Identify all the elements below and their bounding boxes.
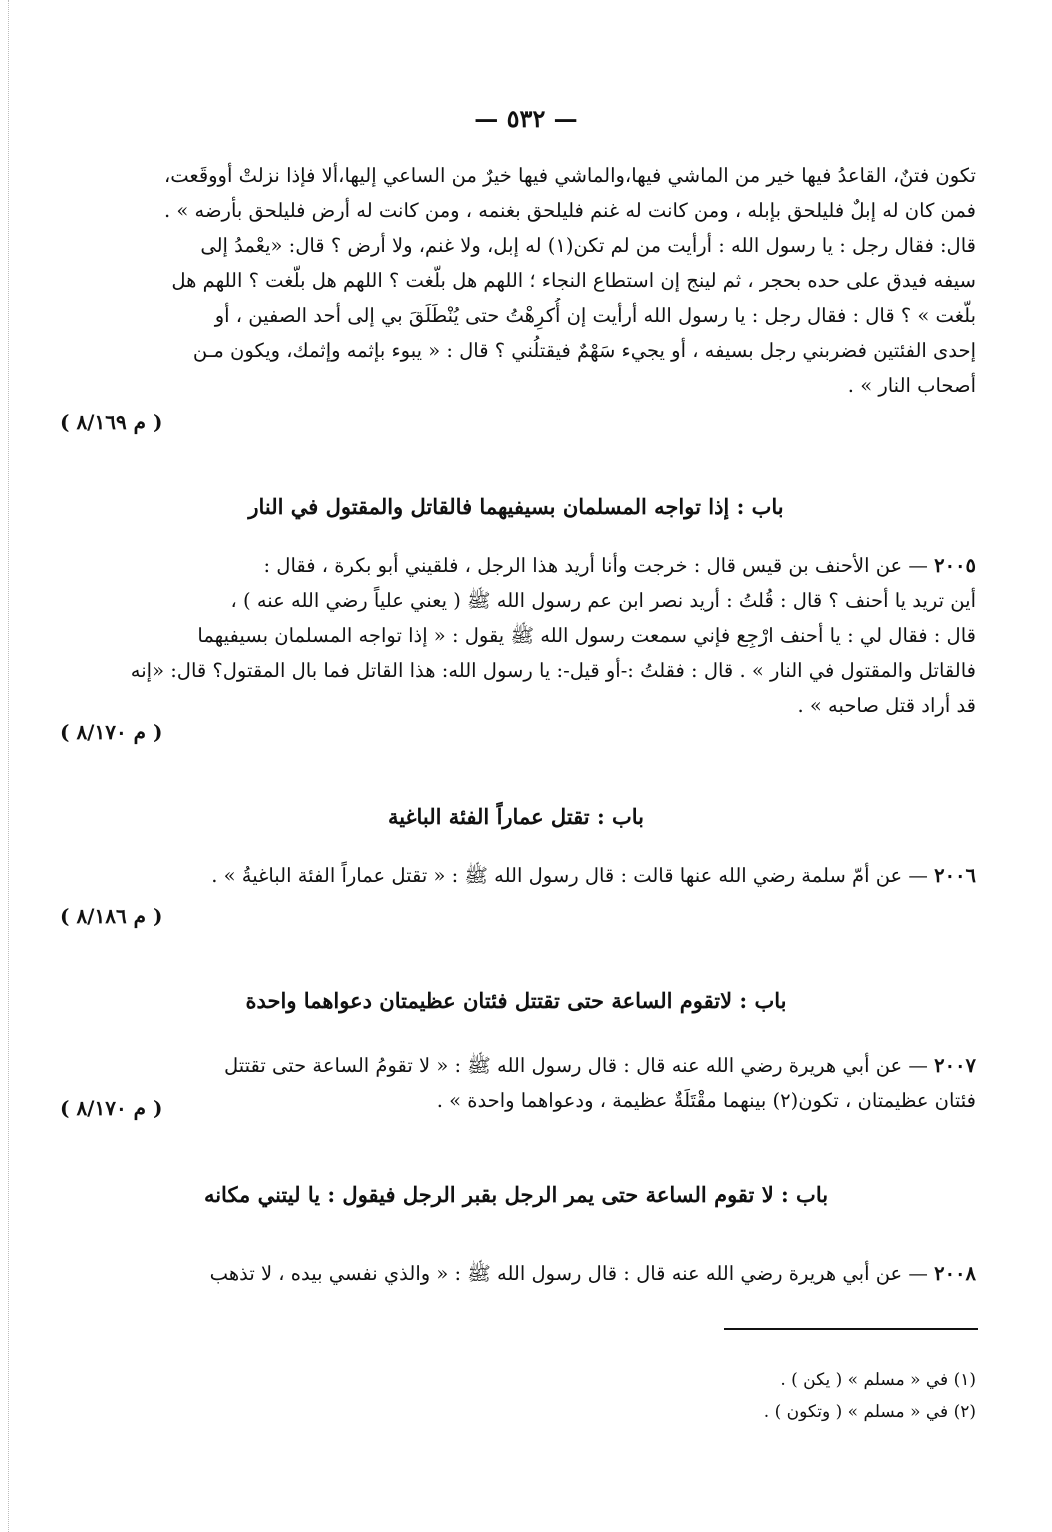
chapter-heading: باب : لا تقوم الساعة حتى يمر الرجل بقبر الرجل فيقول : يا ليتني مكانه	[203, 1182, 829, 1207]
text-line: فالقاتل والمقتول في النار » . قال : فقلتُ :-أو قيل-: يا رسول الله: هذا القاتل فما بال المقتول؟ قال: «إنه	[130, 659, 976, 682]
hadith-number: ٢٠٠٥	[934, 554, 976, 577]
source-reference: ( م ٨/١٧٠ )	[60, 720, 163, 744]
chapter-heading: باب : لاتقوم الساعة حتى تقتتل فئتان عظيمتان دعواهما واحدة	[245, 988, 787, 1013]
scan-margin	[8, 0, 9, 1532]
text-line: ٢٠٠٧ — عن أبي هريرة رضي الله عنه قال : قال رسول الله ﷺ : « لا تقومُ الساعة حتى تقتتل	[224, 1054, 976, 1077]
footnote-divider	[724, 1328, 978, 1330]
text-line: ٢٠٠٨ — عن أبي هريرة رضي الله عنه قال : قال رسول الله ﷺ : « والذي نفسي بيده ، لا تذهب	[209, 1262, 976, 1285]
page-number: — ٥٣٢ —	[474, 104, 578, 133]
hadith-2007	[56, 1048, 976, 1118]
footnote: (١) في « مسلم » ( يكن ) .	[780, 1370, 976, 1390]
hadith-number: ٢٠٠٦	[934, 864, 976, 887]
text-line: قال: فقال رجل : يا رسول الله : أرأيت من لم تكن(١) له إبل، ولا غنم، ولا أرض ؟ قال: «يعْمدُ إلى	[200, 234, 976, 257]
hadith-2005	[56, 548, 976, 723]
text-line: أصحاب النار » .	[847, 374, 976, 397]
hadith-2006	[56, 858, 976, 893]
chapter-heading: باب : إذا تواجه المسلمان بسيفيهما فالقاتل والمقتول في النار	[248, 494, 784, 519]
text-line: فئتان عظيمتان ، تكون(٢) بينهما مقْتَلَةٌ عظيمة ، ودعواهما واحدة » .	[436, 1089, 976, 1112]
text-line: سيفه فيدق على حده بحجر ، ثم لينج إن استطاع النجاء ؛ اللهم هل بلّغت ؟ اللهم هل بلّغت ؟ اللهم هل	[171, 269, 976, 292]
hadith-number: ٢٠٠٨	[934, 1262, 976, 1285]
text-line: قال : فقال لي : يا أحنف ارْجِع فإني سمعت رسول الله ﷺ يقول : « إذا تواجه المسلمان بسيفيهما	[197, 624, 976, 647]
hadith-2008	[56, 1256, 976, 1291]
text-line: إحدى الفئتين فضربني رجل بسيفه ، أو يجيء سَهْمٌ فيقتلُني ؟ قال : « يبوء بإثمه وإثمك، ويكون مـن	[192, 339, 976, 362]
text-line: بلّغت » ؟ قال : فقال رجل : يا رسول الله أرأيت إن أُكرِهْتُ حتى يُنْطَلَقَ بي إلى أحد الصفين ، أو	[214, 304, 976, 327]
source-reference: ( م ٨/١٨٦ )	[60, 904, 163, 928]
text-line: تكون فتنٌ، القاعدُ فيها خير من الماشي فيها،والماشي فيها خيرٌ من الساعي إليها،ألا فإذا نزلتْ أووقَعت،	[163, 164, 976, 187]
text-line: ٢٠٠٦ — عن أمّ سلمة رضي الله عنها قالت : قال رسول الله ﷺ : « تقتل عماراً الفئة الباغيةُ » .	[211, 864, 976, 887]
source-reference: ( م ٨/١٦٩ )	[60, 410, 163, 434]
text-line: أين تريد يا أحنف ؟ قال : قُلتُ : أريد نصر ابن عم رسول الله ﷺ ( يعني علياً رضي الله عنه ) ،	[230, 589, 976, 612]
text-line: قد أراد قتل صاحبه » .	[797, 694, 976, 717]
intro-text	[56, 158, 976, 403]
hadith-number: ٢٠٠٧	[934, 1054, 976, 1077]
text-line: فمن كان له إبلٌ فليلحق بإبله ، ومن كانت له غنم فليلحق بغنمه ، ومن كانت له أرض فليلحق بأرضه » .	[163, 199, 976, 222]
chapter-heading: باب : تقتل عماراً الفئة الباغية	[387, 804, 645, 829]
source-reference: ( م ٨/١٧٠ )	[60, 1096, 163, 1120]
footnote: (٢) في « مسلم » ( وتكون ) .	[763, 1402, 976, 1422]
text-line: ٢٠٠٥ — عن الأحنف بن قيس قال : خرجت وأنا أريد هذا الرجل ، فلقيني أبو بكرة ، فقال :	[263, 554, 976, 577]
